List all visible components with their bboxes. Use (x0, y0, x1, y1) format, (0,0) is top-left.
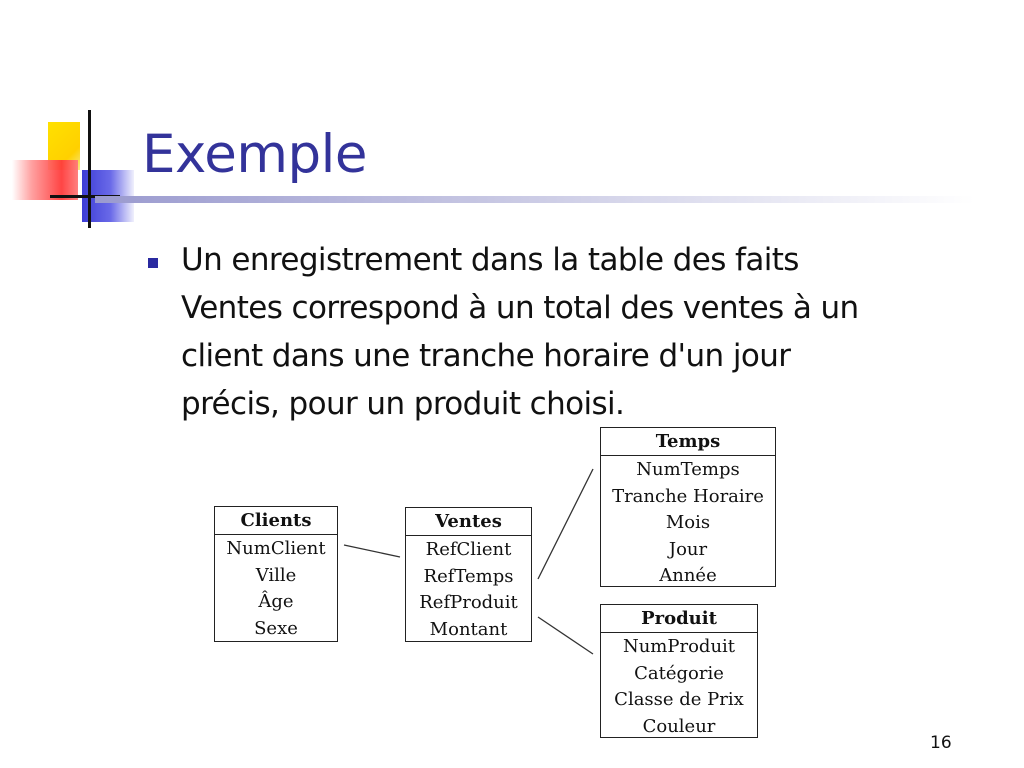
connector-ventes-produit (538, 617, 593, 654)
entity-clients-field: Âge (258, 591, 294, 612)
title-underline (95, 196, 975, 203)
bullet-text (181, 236, 1001, 428)
bullet-line: client dans une tranche horaire d'un jour (181, 338, 791, 374)
entity-produit-field: NumProduit (622, 636, 736, 657)
entity-produit-field: Couleur (642, 715, 716, 737)
entity-temps (600, 427, 776, 587)
connector-clients-ventes (344, 545, 400, 557)
entity-temps-field: NumTemps (636, 459, 740, 480)
entity-ventes-field: Montant (429, 618, 508, 640)
logo-vertical-line (88, 110, 91, 228)
logo-red-square (12, 160, 78, 200)
entity-ventes-name: Ventes (406, 508, 531, 536)
bullet-line: Un enregistrement dans la table des faits (181, 242, 799, 278)
entity-clients-field: NumClient (226, 538, 326, 559)
entity-clients (214, 506, 338, 642)
entity-ventes (405, 507, 532, 642)
entity-temps-field: Mois (665, 512, 711, 533)
slide-title: Exemple (142, 124, 367, 185)
entity-produit (600, 604, 758, 738)
entity-temps-field: Jour (668, 538, 708, 560)
entity-ventes-field: RefTemps (423, 565, 514, 587)
bullet-square-icon (148, 258, 158, 268)
bullet-line: Ventes correspond à un total des ventes à un (181, 290, 859, 326)
bullet-line: précis, pour un produit choisi. (181, 386, 625, 422)
page-number: 16 (930, 733, 952, 753)
entity-clients-field: Sexe (254, 617, 298, 639)
entity-temps-name: Temps (601, 428, 775, 456)
entity-ventes-field: RefProduit (419, 592, 518, 613)
entity-produit-name: Produit (601, 605, 757, 633)
entity-produit-field: Catégorie (634, 662, 724, 684)
entity-clients-name: Clients (215, 507, 337, 535)
entity-temps-field: Année (659, 565, 717, 586)
entity-clients-field: Ville (255, 564, 297, 586)
entity-temps-field: Tranche Horaire (612, 485, 764, 507)
entity-produit-field: Classe de Prix (614, 689, 744, 710)
connector-ventes-temps (538, 469, 593, 579)
entity-ventes-field: RefClient (425, 539, 512, 560)
